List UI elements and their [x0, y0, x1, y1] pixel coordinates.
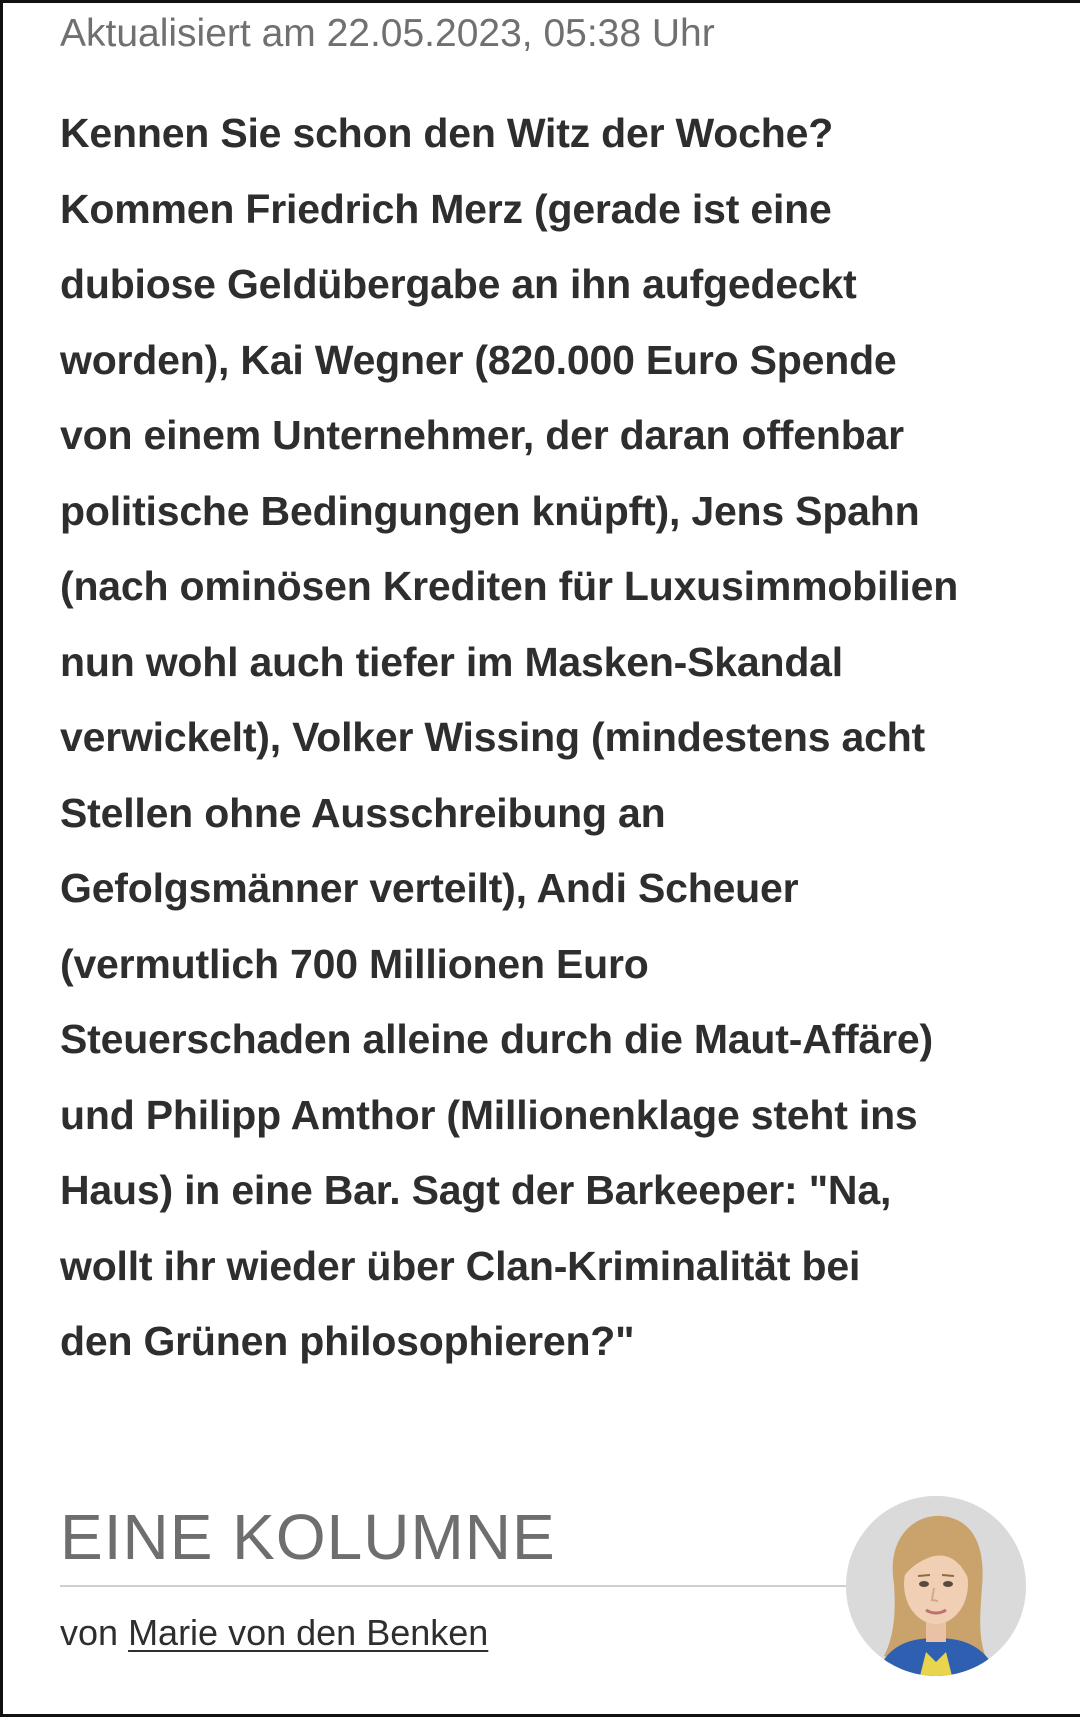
article-line: (vermutlich 700 Millionen Euro — [60, 940, 649, 987]
article-line: von einem Unternehmer, der daran offenbar — [60, 412, 904, 458]
author-portrait-icon — [846, 1496, 1026, 1676]
article-line: wollt ihr wieder über Clan-Kriminalität bei — [60, 1242, 861, 1289]
article-line: verwickelt), Volker Wissing (mindestens acht — [60, 714, 926, 760]
byline-prefix: von — [60, 1612, 119, 1653]
article-line: Gefolgsmänner verteilt), Andi Scheuer — [60, 865, 799, 911]
article-line: und Philipp Amthor (Millionenklage steht ins — [60, 1091, 918, 1138]
byline — [60, 1612, 488, 1654]
article-line: worden), Kai Wegner (820.000 Euro Spende — [60, 336, 897, 383]
article-line: politische Bedingungen knüpft), Jens Spahn — [60, 487, 920, 534]
article-line: dubiose Geldübergabe an ihn aufgedeckt — [60, 261, 857, 307]
column-label: EINE KOLUMNE — [60, 1501, 556, 1573]
author-link[interactable]: Marie von den Benken — [128, 1612, 489, 1653]
column-divider — [60, 1585, 850, 1587]
article-line: (nach ominösen Krediten für Luxusimmobilien — [60, 563, 959, 609]
article-line: nun wohl auch tiefer im Masken-Skandal — [60, 638, 843, 685]
article-line: Haus) in eine Bar. Sagt der Barkeeper: "Na, — [60, 1167, 892, 1213]
article-line: Steuerschaden alleine durch die Maut-Affäre) — [60, 1016, 933, 1062]
author-avatar[interactable] — [846, 1496, 1026, 1676]
article-line: Kennen Sie schon den Witz der Woche? — [60, 110, 834, 156]
article-line: Stellen ohne Ausschreibung an — [60, 789, 666, 836]
article-body — [60, 96, 1040, 1380]
article-line: den Grünen philosophieren?" — [60, 1318, 635, 1364]
updated-timestamp: Aktualisiert am 22.05.2023, 05:38 Uhr — [60, 12, 715, 55]
article-line: Kommen Friedrich Merz (gerade ist eine — [60, 185, 832, 232]
